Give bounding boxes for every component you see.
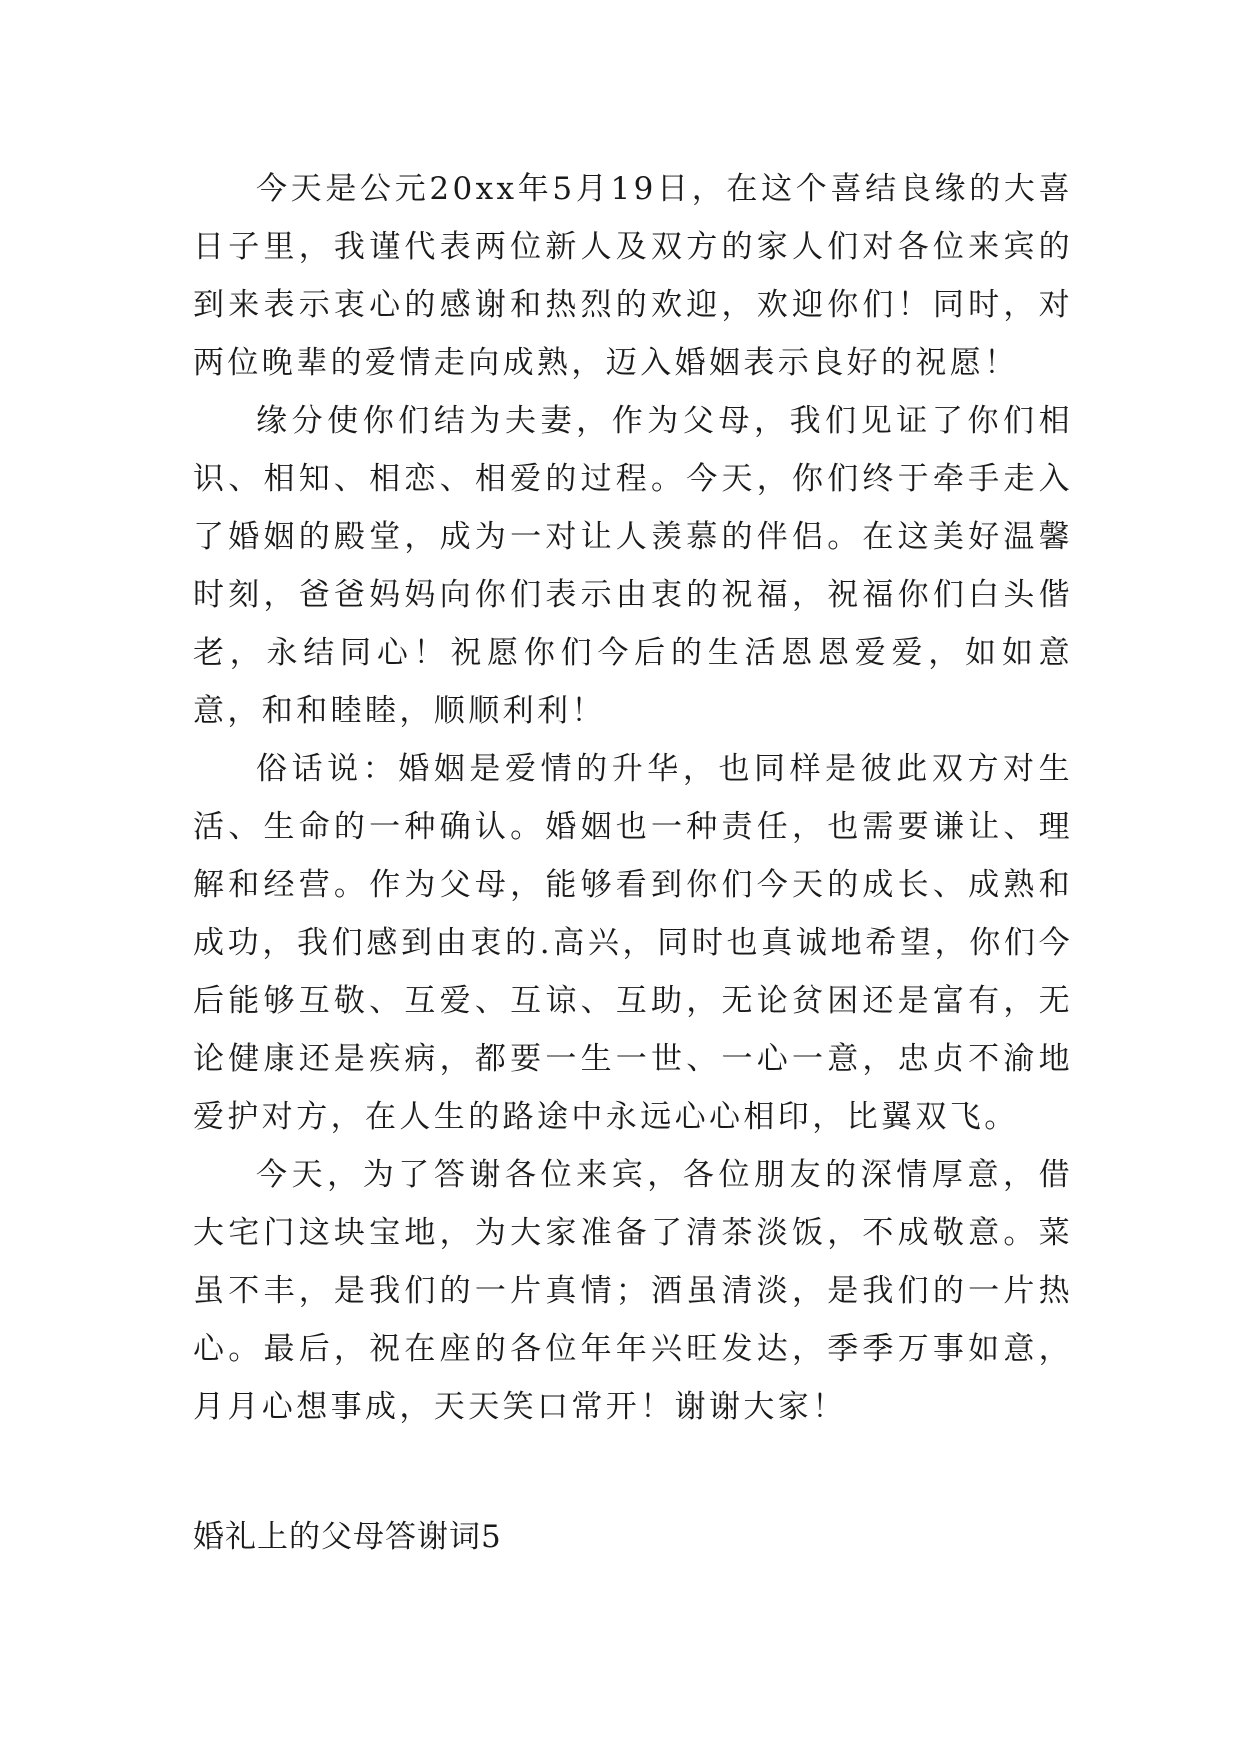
paragraph-blessing: 缘分使你们结为夫妻，作为父母，我们见证了你们相识、相知、相恋、相爱的过程。今天，你们终于牵手走入了婚姻的殿堂，成为一对让人羡慕的伴侣。在这美好温馨时刻，爸爸妈妈向你们表示由衷的祝福，祝福你们白头偕老，永结同心！祝愿你们今后的生活恩恩爱爱，如如意意，和和睦睦，顺顺利利！ <box>193 403 1073 729</box>
paragraph-marriage: 俗话说：婚姻是爱情的升华，也同样是彼此双方对生活、生命的一种确认。婚姻也一种责任，也需要谦让、理解和经营。作为父母，能够看到你们今天的成长、成熟和成功，我们感到由衷的.高兴，同时也真诚地希望，你们今后能够互敬、互爱、互谅、互助，无论贫困还是富有，无论健康还是疾病，都要一生一世、一心一意，忠贞不渝地爱护对方，在人生的路途中永远心心相印，比翼双飞。 <box>193 751 1073 1135</box>
paragraph-welcome: 今天是公元20xx年5月19日，在这个喜结良缘的大喜日子里，我谨代表两位新人及双方的家人们对各位来宾的到来表示衷心的感谢和热烈的欢迎，欢迎你们！同时，对两位晚辈的爱情走向成熟，迈入婚姻表示良好的祝愿！ <box>193 171 1073 381</box>
section-heading: 婚礼上的父母答谢词5 <box>193 1519 502 1555</box>
document-body <box>193 160 1073 1436</box>
paragraph-thanks: 今天，为了答谢各位来宾，各位朋友的深情厚意，借大宅门这块宝地，为大家准备了清茶淡饭，不成敬意。菜虽不丰，是我们的一片真情；酒虽清淡，是我们的一片热心。最后，祝在座的各位年年兴旺发达，季季万事如意，月月心想事成，天天笑口常开！谢谢大家！ <box>193 1157 1073 1425</box>
